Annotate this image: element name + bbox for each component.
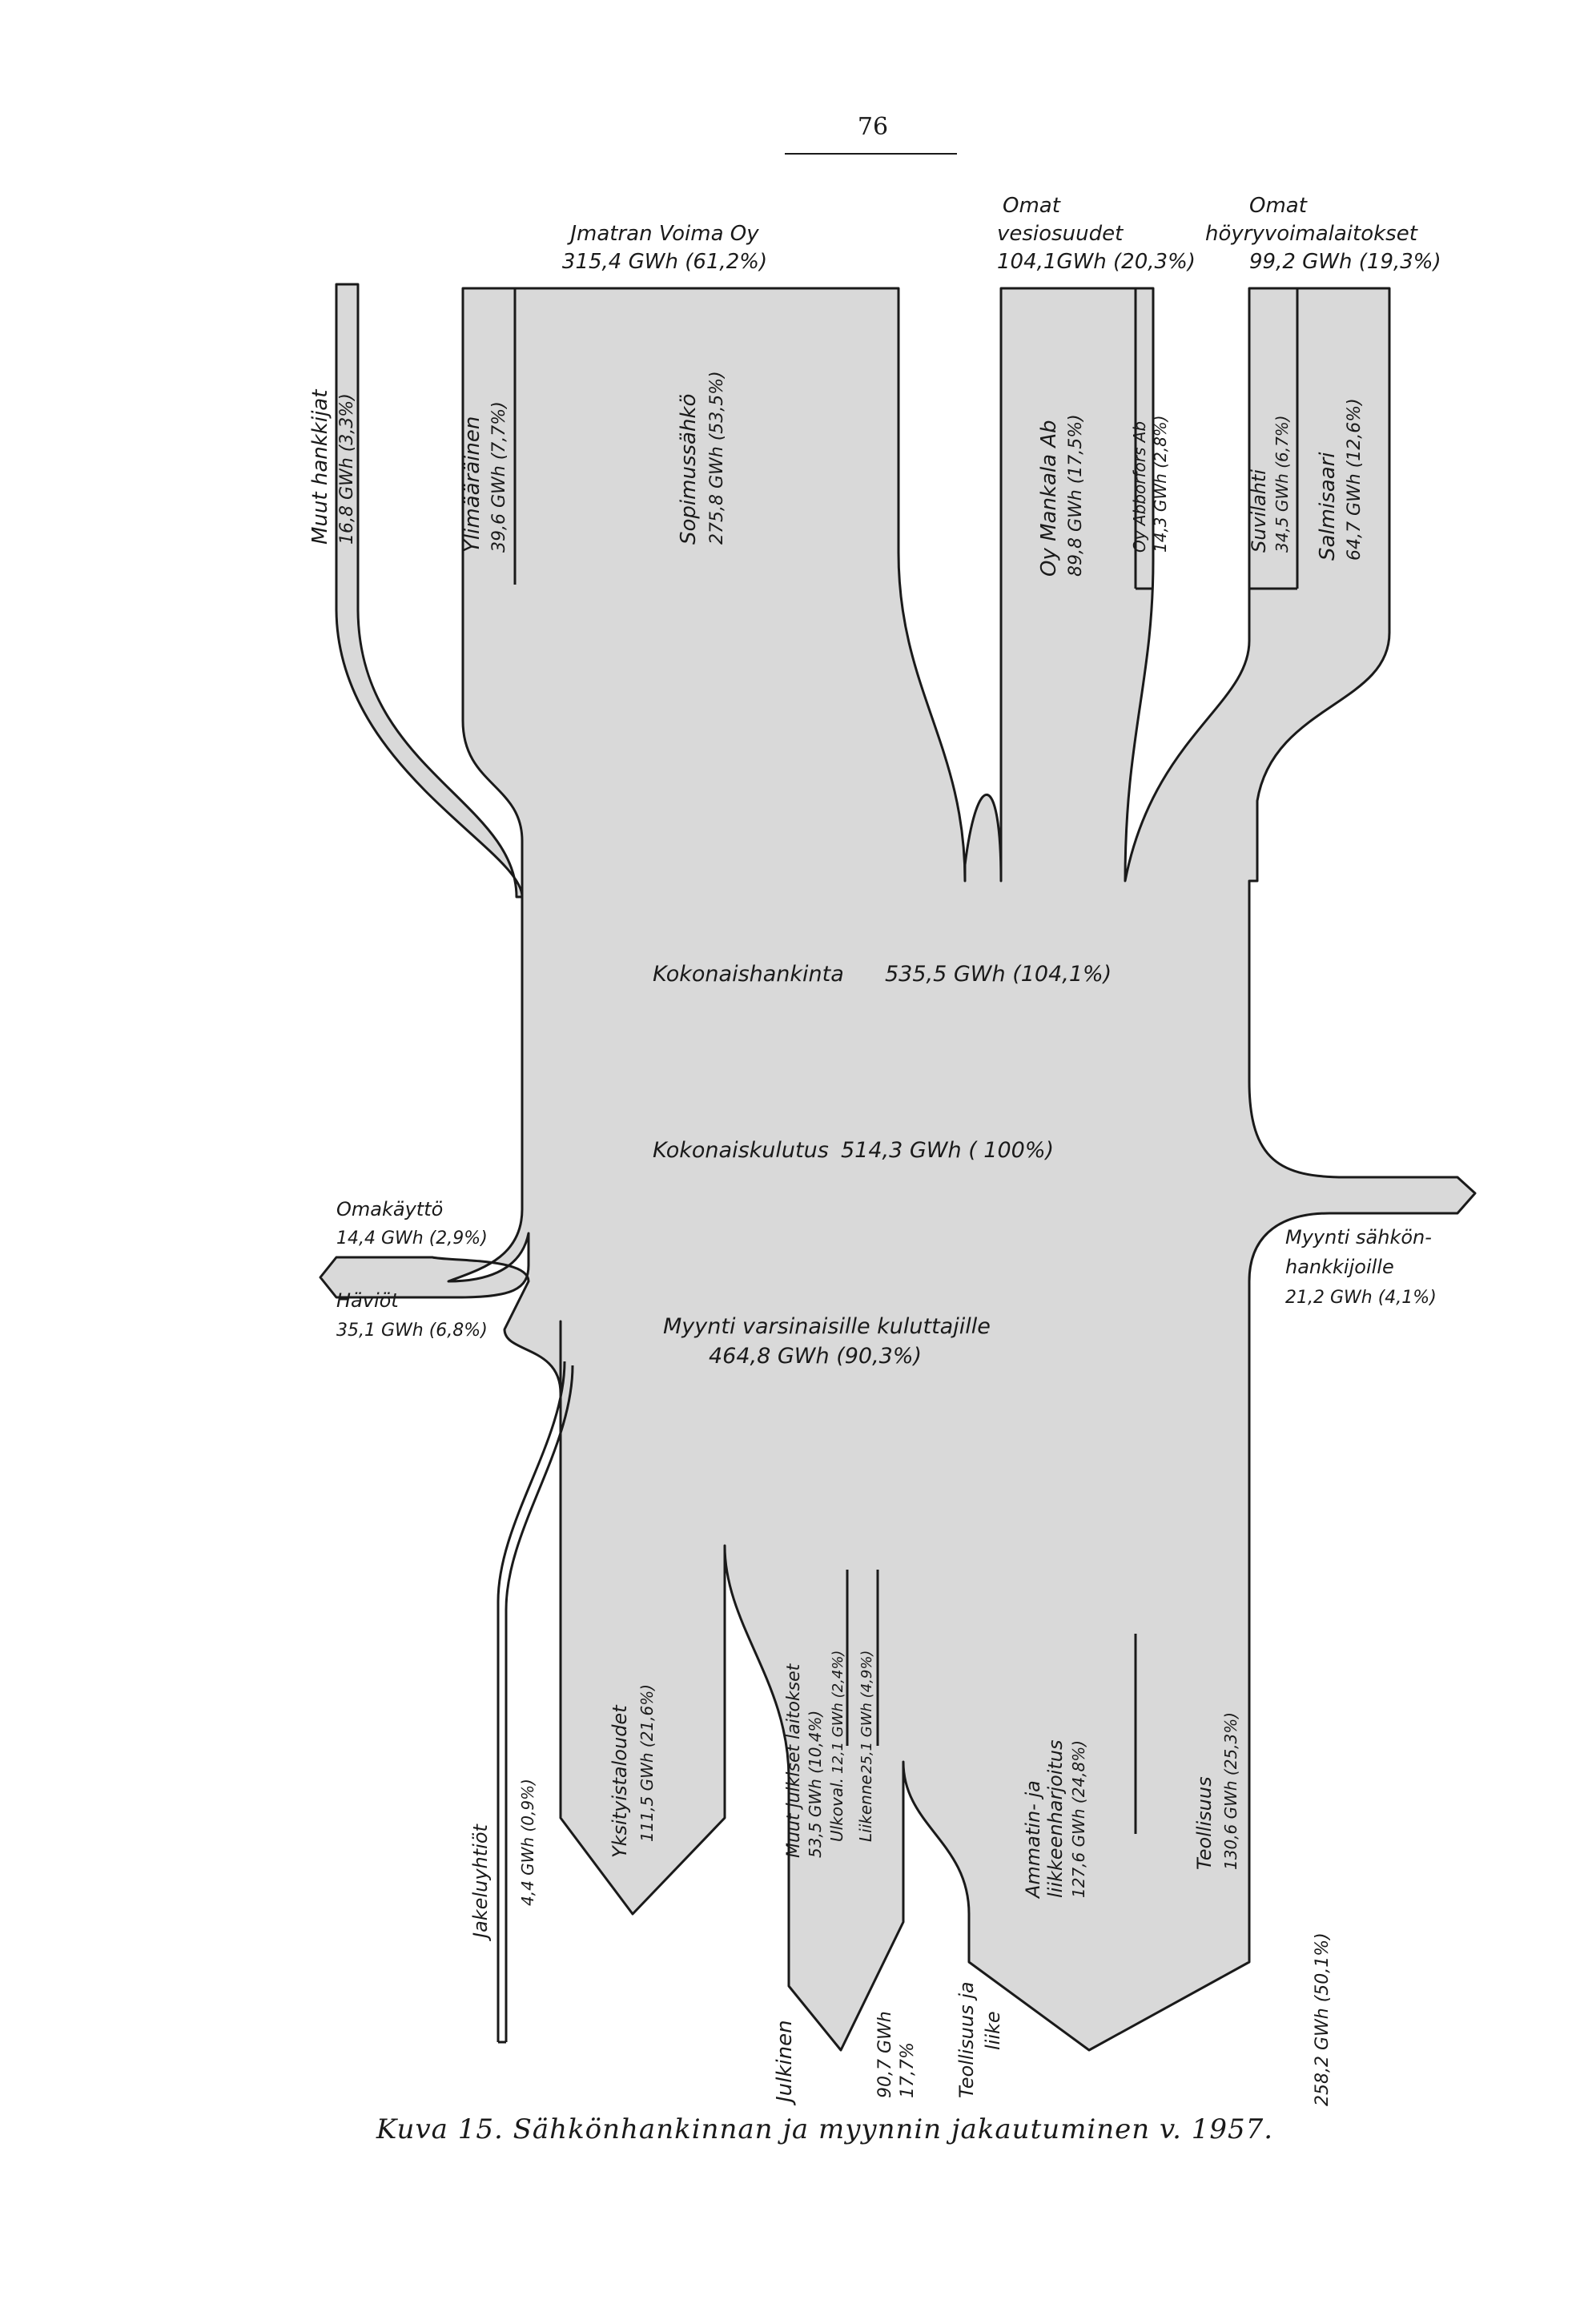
label-suvilahti [1248, 469, 1270, 553]
value-julkinen-gwh [875, 2011, 895, 2098]
outflow-myynti-hankkijoille [1285, 1226, 1437, 1308]
source-hoyry [1205, 194, 1441, 274]
source-imatran [562, 222, 767, 274]
myynti-hankkijoille-line1: Myynti sähkön- [1285, 1226, 1432, 1248]
svg-text:16,8 GWh (3,3%): 16,8 GWh (3,3%) [337, 393, 357, 545]
svg-text:17,7%: 17,7% [898, 2042, 918, 2098]
value-muut-julkiset [806, 1711, 825, 1858]
omakaytto-name: Omakäyttö [336, 1198, 444, 1220]
label-ylimaarainen [460, 416, 484, 553]
myynti-hankkijoille-line2: hankkijoille [1285, 1256, 1394, 1278]
label-muut-julkiset [784, 1663, 804, 1858]
haviot-name: Häviöt [336, 1289, 399, 1312]
label-julkinen [773, 2020, 797, 2106]
svg-text:Liikenne: Liikenne [856, 1775, 875, 1842]
value-yksityistaloudet [637, 1684, 657, 1842]
svg-text:127,6 GWh (24,8%): 127,6 GWh (24,8%) [1069, 1739, 1088, 1898]
label-sopimussahko [677, 394, 701, 545]
svg-text:258,2 GWh (50,1%): 258,2 GWh (50,1%) [1313, 1932, 1333, 2106]
hoyry-title: Omat [1249, 194, 1307, 218]
svg-text:111,5 GWh (21,6%): 111,5 GWh (21,6%) [637, 1683, 657, 1842]
hoyry-name: höyryvoimalaitokset [1205, 222, 1417, 246]
svg-text:Julkinen: Julkinen [773, 2020, 797, 2102]
svg-text:Teollisuus ja: Teollisuus ja [955, 1981, 978, 2098]
svg-text:14,3 GWh (2,8%): 14,3 GWh (2,8%) [1151, 415, 1170, 553]
value-jakeluyhtiot [518, 1779, 537, 1906]
label-teollisuus-liike-2 [982, 2011, 1004, 2050]
imatran-name: Jmatran Voima Oy [570, 222, 759, 246]
myynti-label: Myynti varsinaisille kuluttajille [663, 1314, 991, 1339]
hankinta-value: 535,5 GWh (104,1%) [885, 962, 1112, 987]
svg-text:Suvilahti: Suvilahti [1248, 469, 1270, 553]
value-ulkovalaistus [830, 1651, 846, 1774]
value-salmisaari [1345, 398, 1365, 561]
svg-text:Oy Mankala Ab: Oy Mankala Ab [1037, 420, 1061, 577]
svg-text:Salmisaari: Salmisaari [1316, 452, 1340, 561]
value-ammatin [1069, 1740, 1088, 1898]
imatran-value: 315,4 GWh (61,2%) [561, 250, 768, 274]
value-sopimussahko [707, 371, 727, 545]
svg-text:Teollisuus: Teollisuus [1193, 1776, 1216, 1870]
label-ulkovalaistus [827, 1778, 846, 1842]
value-mankala [1066, 414, 1086, 577]
vesio-name: vesiosuudet [997, 222, 1124, 246]
label-mankala [1037, 420, 1061, 577]
svg-text:Muut julkiset laitokset: Muut julkiset laitokset [784, 1663, 804, 1858]
label-teollisuus [1193, 1776, 1216, 1870]
value-liikenne [858, 1651, 875, 1774]
value-julkinen-pct [898, 2042, 918, 2098]
myynti-value: 464,8 GWh (90,3%) [709, 1344, 923, 1369]
figure-caption: Kuva 15. Sähkönhankinnan ja myynnin jakautuminen v. 1957. [376, 2113, 1274, 2145]
svg-text:64,7 GWh (12,6%): 64,7 GWh (12,6%) [1345, 398, 1365, 561]
svg-text:25,1 GWh (4,9%): 25,1 GWh (4,9%) [858, 1650, 875, 1774]
label-liikenne [856, 1775, 875, 1842]
label-salmisaari [1316, 452, 1340, 561]
svg-text:Ammatin- ja: Ammatin- ja [1022, 1780, 1044, 1898]
svg-text:90,7 GWh: 90,7 GWh [875, 2011, 895, 2098]
value-muut-hankkijat [337, 393, 357, 545]
hankinta-label: Kokonaishankinta [653, 962, 844, 987]
label-abborfors [1130, 421, 1149, 553]
svg-text:275,8 GWh (53,5%): 275,8 GWh (53,5%) [707, 371, 727, 545]
value-teollisuus-liike [1313, 1932, 1333, 2106]
hoyry-value: 99,2 GWh (19,3%) [1249, 250, 1441, 274]
svg-text:4,4 GWh (0,9%): 4,4 GWh (0,9%) [518, 1779, 537, 1906]
svg-text:liikkeenharjoitus: liikkeenharjoitus [1044, 1739, 1067, 1898]
jakeluyhtiot-flow-left [498, 1361, 565, 2042]
svg-text:Yksityistaloudet: Yksityistaloudet [609, 1705, 631, 1858]
omakaytto-value: 14,4 GWh (2,9%) [336, 1228, 488, 1248]
value-ylimaarainen [489, 401, 509, 553]
label-ammatin-2 [1044, 1740, 1067, 1898]
label-ammatin-1 [1022, 1780, 1044, 1900]
svg-text:12,1 GWh (2,4%): 12,1 GWh (2,4%) [830, 1650, 846, 1774]
svg-text:Ylimääräinen: Ylimääräinen [460, 416, 484, 553]
haviot-value: 35,1 GWh (6,8%) [336, 1321, 488, 1341]
page-number: 76 [857, 113, 889, 141]
label-yksityistaloudet [609, 1704, 631, 1858]
vesio-value: 104,1GWh (20,3%) [997, 250, 1196, 274]
svg-text:53,5 GWh (10,4%): 53,5 GWh (10,4%) [806, 1710, 825, 1858]
source-vesio [997, 194, 1196, 274]
svg-text:Ulkoval.: Ulkoval. [827, 1777, 846, 1842]
svg-text:Muut hankkijat: Muut hankkijat [308, 389, 332, 545]
label-jakeluyhtiot [469, 1823, 492, 1941]
label-teollisuus-liike-1 [955, 1981, 978, 2098]
myynti-hankkijoille-value: 21,2 GWh (4,1%) [1285, 1288, 1437, 1308]
svg-text:89,8 GWh (17,5%): 89,8 GWh (17,5%) [1066, 414, 1086, 577]
value-suvilahti [1272, 415, 1292, 553]
value-abborfors [1151, 415, 1170, 553]
svg-text:130,6 GWh (25,3%): 130,6 GWh (25,3%) [1221, 1711, 1240, 1870]
vesio-title: Omat [1003, 194, 1060, 218]
kulutus-label: Kokonaiskulutus [653, 1138, 829, 1163]
total-kulutus [653, 1138, 1054, 1163]
svg-text:Sopimussähkö: Sopimussähkö [677, 393, 701, 545]
svg-text:Oy Abborfors Ab: Oy Abborfors Ab [1130, 420, 1149, 553]
kulutus-value: 514,3 GWh ( 100%) [841, 1138, 1055, 1163]
svg-text:Jakeluyhtiöt: Jakeluyhtiöt [469, 1824, 492, 1938]
svg-text:34,5 GWh (6,7%): 34,5 GWh (6,7%) [1272, 415, 1292, 553]
svg-text:liike: liike [982, 2011, 1004, 2050]
svg-text:39,6 GWh (7,7%): 39,6 GWh (7,7%) [489, 401, 509, 553]
label-muut-hankkijat [308, 389, 332, 545]
value-teollisuus [1221, 1712, 1240, 1870]
outflow-omakaytto [336, 1198, 488, 1248]
